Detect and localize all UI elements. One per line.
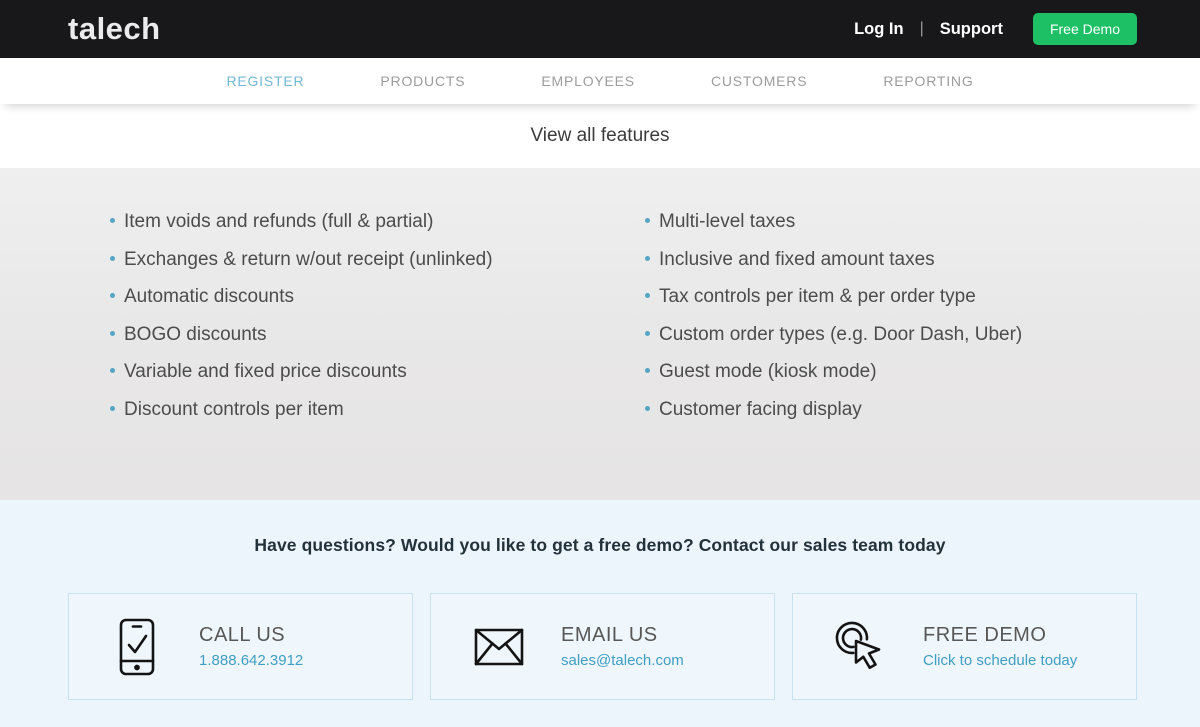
card-title: FREE DEMO: [923, 624, 1047, 646]
free-demo-card[interactable]: [792, 593, 1137, 700]
contact-section: [0, 500, 1200, 727]
main-nav: [0, 58, 1200, 104]
feature-text: Variable and fixed price discounts: [124, 361, 407, 382]
bullet-icon: [110, 331, 115, 336]
feature-text: Custom order types (e.g. Door Dash, Uber): [659, 323, 1023, 345]
card-title: EMAIL US: [561, 624, 658, 646]
schedule-link[interactable]: Click to schedule today: [923, 652, 1078, 669]
contact-cards: [0, 593, 1200, 700]
feature-list-left: [110, 210, 645, 500]
list-item: [110, 285, 645, 308]
card-text: [923, 624, 1077, 669]
feature-list-right: [645, 210, 1180, 500]
talech-logo[interactable]: talech: [68, 11, 161, 46]
bullet-icon: [110, 293, 115, 298]
feature-text: Guest mode (kiosk mode): [659, 361, 877, 382]
envelope-icon: [473, 628, 525, 666]
list-item: [645, 360, 1180, 383]
view-all-features-strip: [0, 104, 1200, 168]
nav-item-reporting[interactable]: REPORTING: [883, 73, 974, 89]
list-item: [645, 248, 1180, 271]
nav-item-products[interactable]: PRODUCTS: [380, 73, 466, 89]
bullet-icon: [645, 293, 650, 298]
feature-text: Automatic discounts: [124, 286, 295, 307]
free-demo-button[interactable]: Free Demo: [1033, 13, 1137, 45]
list-item: [110, 248, 645, 271]
feature-text: BOGO discounts: [124, 323, 267, 345]
card-text: [561, 624, 684, 669]
feature-text: Item voids and refunds (full & partial): [124, 211, 434, 232]
bullet-icon: [645, 256, 650, 261]
feature-text: Tax controls per item & per order type: [659, 286, 976, 307]
feature-text: Exchanges & return w/out receipt (unlinked): [124, 248, 493, 270]
bullet-icon: [110, 406, 115, 411]
bullet-icon: [645, 331, 650, 336]
card-text: [199, 624, 303, 669]
phone-number-link[interactable]: 1.888.642.3912: [199, 652, 304, 669]
card-title: CALL US: [199, 624, 286, 646]
bullet-icon: [645, 368, 650, 373]
contact-heading: Have questions? Would you like to get a free demo? Contact our sales team today: [254, 535, 946, 555]
feature-text: Customer facing display: [659, 398, 862, 420]
feature-text: Multi-level taxes: [659, 211, 796, 232]
nav-item-employees[interactable]: EMPLOYEES: [541, 73, 635, 89]
header-actions: [854, 13, 1137, 45]
list-item: [645, 210, 1180, 233]
email-us-card[interactable]: [430, 593, 775, 700]
list-item: [110, 360, 645, 383]
phone-check-icon: [111, 618, 163, 676]
email-link[interactable]: sales@talech.com: [561, 652, 684, 669]
list-item: [645, 323, 1180, 346]
feature-text: Discount controls per item: [124, 398, 344, 420]
call-us-card[interactable]: [68, 593, 413, 700]
cursor-click-icon: [835, 621, 887, 673]
nav-item-customers[interactable]: CUSTOMERS: [710, 73, 808, 89]
list-item: [645, 398, 1180, 421]
view-all-features-link[interactable]: View all features: [530, 125, 670, 146]
list-item: [645, 285, 1180, 308]
nav-item-register[interactable]: REGISTER: [226, 73, 305, 89]
bullet-icon: [110, 256, 115, 261]
list-item: [110, 210, 645, 233]
feature-list-section: [0, 168, 1200, 500]
bullet-icon: [110, 218, 115, 223]
list-item: [110, 398, 645, 421]
bullet-icon: [645, 218, 650, 223]
login-link[interactable]: Log In: [854, 19, 904, 38]
list-item: [110, 323, 645, 346]
support-link[interactable]: Support: [939, 19, 1003, 38]
bullet-icon: [645, 406, 650, 411]
header-separator: |: [919, 20, 924, 37]
top-header-bar: [0, 0, 1200, 58]
bullet-icon: [110, 368, 115, 373]
feature-text: Inclusive and fixed amount taxes: [659, 248, 935, 270]
